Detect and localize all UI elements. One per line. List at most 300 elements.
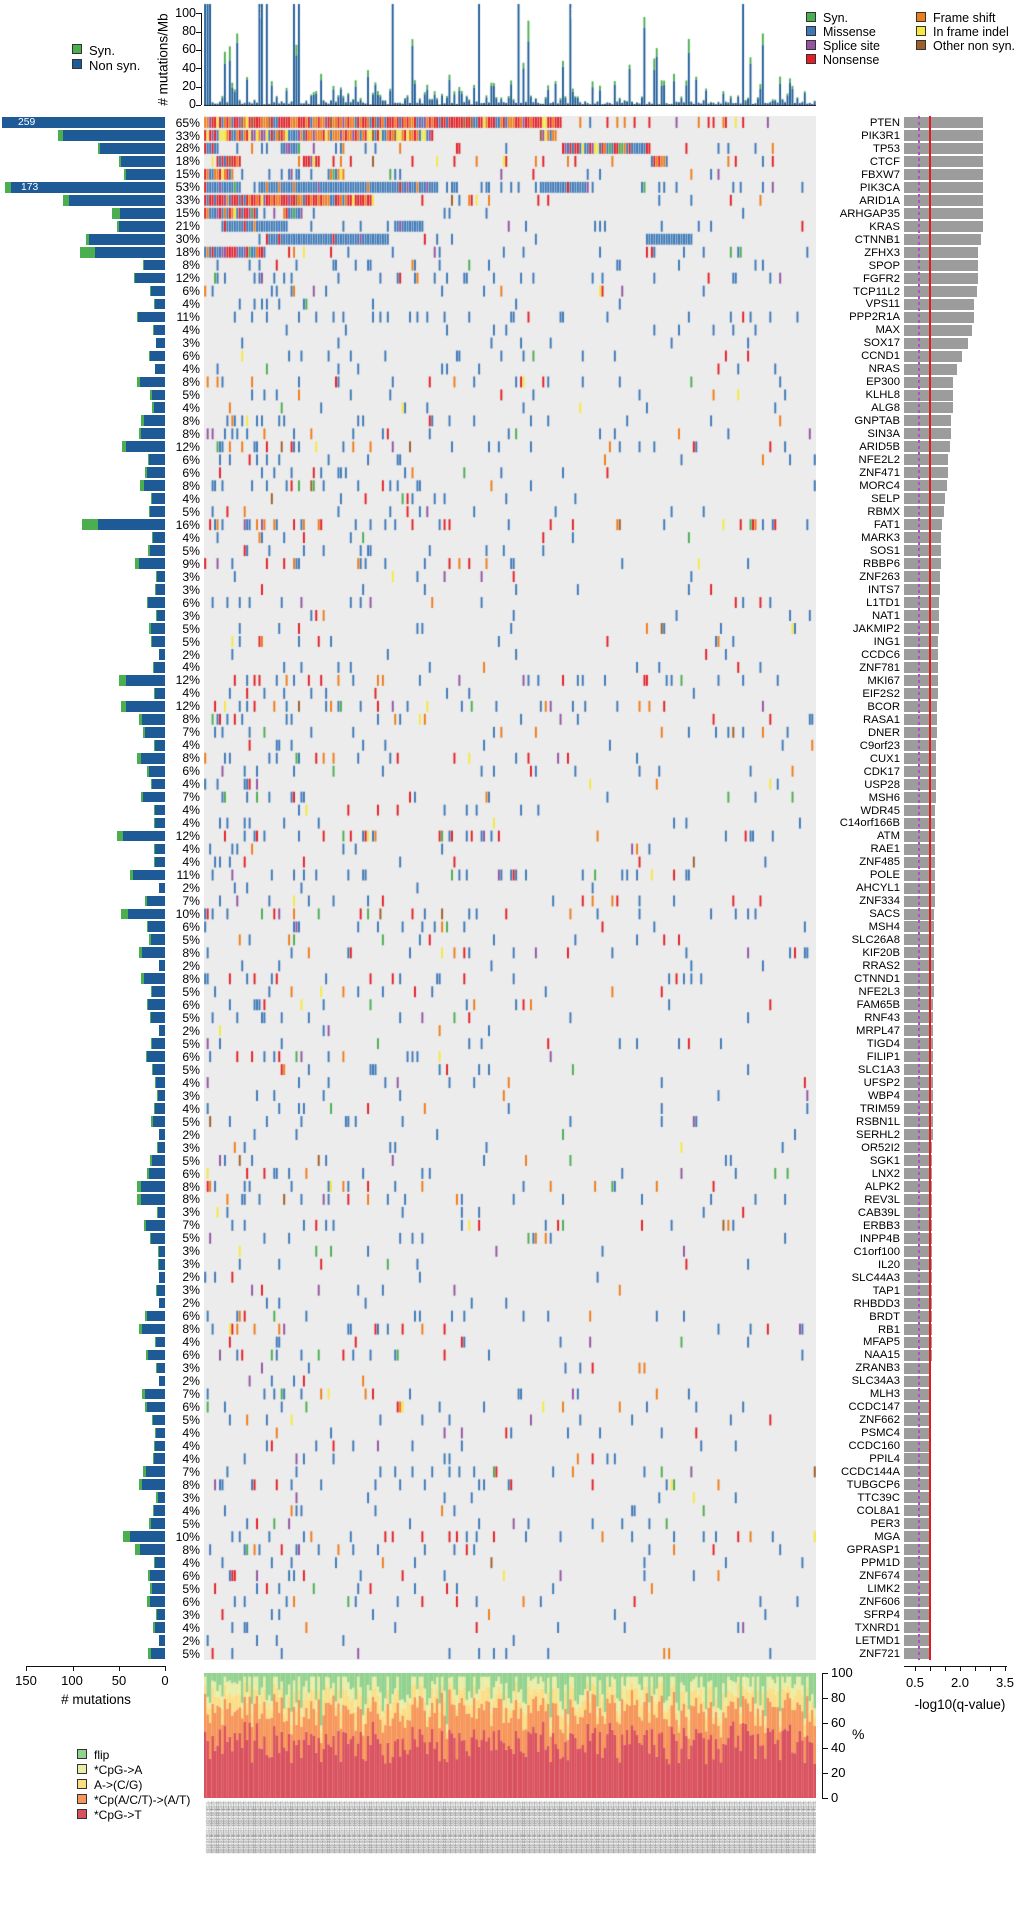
gene-frequency-label: 8% — [182, 375, 200, 389]
gene-frequency-label: 2% — [182, 881, 200, 895]
gene-frequency-label: 7% — [182, 1218, 200, 1233]
gene-label: ZNF471 — [859, 467, 900, 480]
top-axis-tick: 80 — [182, 24, 196, 38]
gene-frequency-label: 6% — [182, 1568, 200, 1583]
gene-label: CCDC144A — [840, 1466, 900, 1479]
gene-frequency-label: 9% — [182, 556, 200, 571]
gene-label: SPOP — [868, 259, 900, 272]
top-axis-tick: 60 — [182, 42, 196, 56]
gene-syn-mutation-segment — [119, 156, 121, 167]
gene-label: PPP2R1A — [849, 311, 900, 324]
gene-frequency-label: 30% — [175, 232, 200, 247]
gene-syn-mutation-segment — [154, 1557, 155, 1568]
gene-label: REV3L — [864, 1193, 900, 1206]
gene-frequency-label: 5% — [182, 1153, 200, 1168]
gene-qvalue-bar — [904, 493, 945, 504]
gene-label: NAA15 — [864, 1349, 900, 1362]
gene-syn-mutation-segment — [137, 312, 138, 323]
axis-tick — [822, 1723, 828, 1724]
gene-frequency-label: 6% — [182, 1400, 200, 1414]
type-legend-label: Other non syn. — [933, 39, 1015, 53]
axis-tick — [945, 1666, 946, 1671]
gene-frequency-label: 4% — [182, 1439, 200, 1453]
gene-label: ZNF334 — [859, 895, 900, 908]
gene-frequency-label: 8% — [182, 426, 200, 441]
gene-syn-mutation-segment — [151, 986, 152, 997]
q-axis-tick: 0.5 — [905, 1675, 925, 1690]
gene-syn-mutation-segment — [154, 1441, 155, 1452]
gene-label: BRDT — [869, 1310, 900, 1323]
gene-label: RSBN1L — [856, 1115, 900, 1128]
gene-label: SLC26A8 — [851, 934, 900, 947]
gene-label: PTEN — [869, 116, 900, 129]
gene-frequency-label: 8% — [182, 478, 200, 493]
gene-frequency-label: 12% — [175, 699, 200, 714]
spectrum-legend-label: flip — [94, 1748, 110, 1762]
gene-label: SOX17 — [863, 337, 900, 350]
gene-qvalue-bar — [904, 727, 937, 738]
axis-tick — [201, 13, 202, 105]
gene-syn-mutation-segment — [154, 688, 155, 699]
gene-qvalue-bar — [904, 623, 939, 634]
gene-qvalue-bar — [904, 182, 983, 193]
gene-frequency-label: 5% — [182, 1516, 200, 1531]
cpg-to-t-swatch-icon — [77, 1809, 87, 1819]
axis-tick — [196, 50, 201, 51]
gene-syn-mutation-segment — [141, 415, 144, 426]
other-non-syn-swatch-icon — [916, 40, 926, 50]
gene-label: TCP11L2 — [853, 285, 900, 298]
gene-mutation-bar — [80, 247, 165, 258]
gene-label: SLC1A3 — [857, 1064, 900, 1076]
gene-qvalue-bar — [904, 649, 938, 660]
gene-qvalue-bar — [904, 662, 938, 673]
gene-qvalue-bar — [904, 312, 974, 323]
gene-frequency-label: 2% — [182, 647, 200, 662]
gene-syn-mutation-segment — [146, 1051, 148, 1062]
gene-label: C14orf166B — [839, 817, 900, 830]
gene-frequency-label: 6% — [182, 465, 200, 480]
gene-syn-mutation-segment — [154, 299, 155, 310]
gene-syn-mutation-segment — [149, 506, 150, 517]
gene-syn-mutation-segment — [141, 973, 144, 984]
gene-frequency-label: 3% — [182, 1205, 200, 1220]
gene-qvalue-bar — [904, 156, 983, 167]
sample-id-labels-canvas — [204, 1800, 816, 1862]
gene-frequency-label: 8% — [182, 971, 200, 986]
gene-syn-mutation-segment — [150, 1155, 152, 1166]
gene-syn-mutation-segment — [119, 675, 126, 686]
axis-tick — [26, 1666, 166, 1667]
top-legend-label: Syn. — [89, 43, 116, 58]
gene-qvalue-bar — [904, 338, 968, 349]
flip-swatch-icon — [77, 1749, 87, 1759]
gene-frequency-label: 4% — [182, 1101, 200, 1116]
gene-frequency-label: 5% — [182, 1062, 200, 1077]
gene-frequency-label: 12% — [175, 829, 200, 844]
type-legend-label: Nonsense — [823, 53, 880, 67]
gene-label: KRAS — [869, 220, 900, 233]
gene-frequency-label: 21% — [175, 219, 200, 234]
gene-qvalue-bar — [904, 247, 978, 258]
axis-tick — [822, 1698, 828, 1699]
gene-label: ARID5B — [859, 441, 900, 454]
gene-label: SLC34A3 — [851, 1375, 900, 1388]
gene-label: TIGD4 — [866, 1038, 900, 1050]
gene-frequency-label: 5% — [182, 504, 200, 519]
gene-syn-mutation-segment — [139, 428, 141, 439]
gene-frequency-label: 8% — [182, 712, 200, 727]
gene-mutation-bar — [58, 130, 165, 141]
gene-syn-mutation-segment — [152, 1415, 153, 1426]
gene-frequency-label: 5% — [182, 1114, 200, 1129]
gene-frequency-label: 4% — [182, 660, 200, 675]
gene-qvalue-bar — [904, 454, 948, 465]
gene-syn-mutation-segment — [63, 195, 69, 206]
gene-qvalue-bar — [904, 766, 936, 777]
gene-label: MARK3 — [861, 532, 900, 544]
gene-qvalue-bar — [904, 545, 941, 556]
gene-frequency-label: 15% — [175, 167, 200, 182]
gene-label: CTCF — [869, 155, 900, 168]
gene-qvalue-bar — [904, 351, 962, 362]
gene-frequency-label: 2% — [182, 1023, 200, 1038]
gene-label: ZNF721 — [859, 1647, 900, 1660]
gene-syn-mutation-segment — [86, 234, 90, 245]
gene-syn-mutation-segment — [58, 130, 64, 141]
gene-label: COL8A1 — [856, 1505, 900, 1518]
gene-syn-mutation-segment — [134, 273, 135, 284]
gene-label: MRPL47 — [856, 1025, 900, 1037]
gene-syn-mutation-segment — [153, 1505, 154, 1516]
spectrum-legend-label: *CpG->T — [94, 1808, 142, 1822]
gene-frequency-label: 4% — [182, 842, 200, 857]
gene-syn-mutation-segment — [154, 1103, 155, 1114]
gene-label: MAX — [875, 324, 900, 337]
gene-frequency-label: 5% — [182, 1413, 200, 1427]
missense-swatch-icon — [806, 26, 816, 36]
gene-frequency-label: 2% — [182, 1296, 200, 1311]
gene-syn-mutation-segment — [150, 390, 152, 401]
gene-syn-mutation-segment — [151, 493, 152, 504]
gene-label: SLC44A3 — [851, 1271, 900, 1284]
gene-label: MSH6 — [868, 791, 900, 804]
gene-frequency-label: 8% — [182, 1192, 200, 1207]
gene-qvalue-bar — [904, 558, 941, 569]
gene-label: EIF2S2 — [862, 687, 900, 700]
gene-frequency-label: 8% — [182, 413, 200, 428]
gene-frequency-label: 6% — [182, 919, 200, 934]
gene-syn-mutation-segment — [145, 1311, 148, 1322]
gene-syn-mutation-segment — [139, 947, 142, 958]
gene-frequency-label: 8% — [182, 1179, 200, 1194]
gene-label: KIF20B — [862, 947, 900, 960]
gene-frequency-label: 11% — [176, 310, 200, 325]
gene-label: NFE2L3 — [858, 986, 900, 999]
gene-label: SIN3A — [867, 428, 900, 441]
axis-tick — [960, 1666, 961, 1671]
gene-qvalue-bar — [904, 273, 978, 284]
gene-frequency-label: 4% — [182, 738, 200, 753]
gene-label: ERBB3 — [862, 1219, 900, 1232]
gene-frequency-label: 6% — [182, 1049, 200, 1064]
gene-frequency-label: 65% — [175, 115, 200, 130]
gene-frequency-label: 6% — [182, 452, 200, 467]
gene-syn-mutation-segment — [148, 1570, 150, 1581]
gene-frequency-label: 6% — [182, 1594, 200, 1609]
axis-tick — [822, 1798, 828, 1799]
gene-label: PSMC4 — [861, 1427, 900, 1440]
gene-syn-mutation-segment — [124, 169, 126, 180]
gene-frequency-label: 4% — [182, 362, 200, 376]
gene-syn-mutation-segment — [139, 714, 142, 725]
left-axis-tick: 0 — [161, 1673, 169, 1688]
gene-syn-mutation-segment — [153, 325, 154, 336]
gene-label: LNX2 — [871, 1167, 900, 1180]
gene-syn-mutation-segment — [149, 1518, 151, 1529]
gene-label: ATM — [876, 830, 900, 843]
gene-label: L1TD1 — [866, 596, 900, 609]
gene-label: RRAS2 — [862, 960, 900, 973]
gene-qvalue-bar — [904, 117, 983, 128]
top-legend-label: Non syn. — [89, 58, 141, 73]
frame-shift-swatch-icon — [916, 12, 926, 22]
gene-frequency-label: 5% — [182, 1581, 200, 1596]
oncoprint-canvas — [204, 116, 816, 1660]
gene-label: MGA — [874, 1531, 900, 1544]
axis-tick — [904, 1666, 1007, 1667]
gene-qvalue-bar — [904, 221, 983, 232]
gene-frequency-label: 3% — [182, 1607, 200, 1622]
gene-label: WBP4 — [867, 1089, 900, 1102]
gene-syn-mutation-segment — [142, 1389, 145, 1400]
gene-frequency-label: 4% — [182, 297, 200, 312]
gene-qvalue-bar — [904, 714, 937, 725]
mutation-rate-barplot-canvas — [204, 2, 816, 106]
gene-frequency-label: 4% — [182, 1503, 200, 1518]
gene-frequency-label: 3% — [182, 336, 200, 351]
gene-frequency-label: 6% — [182, 1348, 200, 1363]
gene-label: C9orf23 — [859, 739, 900, 752]
gene-syn-mutation-segment — [150, 1583, 152, 1594]
gene-label: SFRP4 — [863, 1608, 900, 1621]
top-axis-tick: 20 — [182, 79, 196, 93]
gene-label: ING1 — [873, 635, 900, 648]
gene-syn-mutation-segment — [146, 1350, 149, 1361]
gene-frequency-label: 7% — [182, 894, 200, 908]
gene-syn-mutation-segment — [112, 208, 119, 219]
gene-label: ZNF674 — [859, 1570, 900, 1582]
gene-qvalue-bar — [904, 636, 938, 647]
gene-frequency-label: 3% — [182, 1490, 200, 1505]
gene-frequency-label: 4% — [182, 400, 200, 415]
gene-syn-mutation-segment — [137, 377, 140, 388]
gene-syn-mutation-segment — [147, 1168, 149, 1179]
gene-frequency-label: 7% — [182, 1464, 200, 1479]
type-legend-label: Syn. — [823, 11, 849, 25]
mutation-spectrum-canvas — [204, 1673, 816, 1798]
gene-mutation-bar — [2, 117, 165, 128]
gene-label: CTNND1 — [854, 973, 900, 986]
pct-axis-tick: 60 — [831, 1715, 846, 1730]
cpg-to-a-swatch-icon — [77, 1764, 87, 1774]
gene-frequency-label: 6% — [182, 284, 200, 299]
gene-label: TRIM59 — [859, 1102, 900, 1115]
axis-tick — [822, 1673, 823, 1798]
gene-syn-mutation-segment — [154, 805, 155, 816]
gene-syn-mutation-segment — [143, 260, 144, 271]
gene-syn-mutation-segment — [140, 480, 144, 491]
q-axis-tick: 2.0 — [950, 1675, 970, 1690]
gene-syn-mutation-segment — [80, 247, 95, 258]
gene-frequency-label: 4% — [182, 803, 200, 818]
gene-label: C1orf100 — [853, 1245, 900, 1258]
gene-qvalue-bar — [904, 195, 983, 206]
gene-syn-mutation-segment — [150, 1012, 151, 1023]
gene-label: PIK3CA — [859, 181, 900, 194]
gene-syn-mutation-segment — [152, 532, 153, 543]
axis-tick — [196, 68, 201, 69]
gene-frequency-label: 5% — [182, 1010, 200, 1025]
gene-label: MSH4 — [868, 921, 900, 934]
gene-syn-mutation-segment — [151, 779, 152, 790]
gene-label: PER3 — [870, 1518, 900, 1531]
top-axis-tick: 100 — [175, 6, 196, 20]
gene-frequency-label: 18% — [175, 154, 200, 169]
gene-label: TXNRD1 — [854, 1621, 900, 1634]
gene-syn-mutation-segment — [139, 1324, 142, 1335]
syn-swatch-icon — [72, 44, 82, 54]
gene-label: ARID1A — [859, 194, 900, 207]
gene-qvalue-bar — [904, 571, 940, 582]
gene-syn-mutation-segment — [153, 662, 154, 673]
gene-frequency-label: 6% — [182, 349, 200, 363]
left-axis-tick: 50 — [111, 1673, 127, 1688]
gene-syn-mutation-segment — [153, 1622, 155, 1633]
gene-syn-mutation-segment — [5, 182, 11, 193]
gene-label: MFAP5 — [862, 1336, 900, 1349]
gene-frequency-label: 5% — [182, 388, 200, 402]
gene-syn-mutation-segment — [151, 1038, 152, 1049]
gene-syn-mutation-segment — [151, 1116, 153, 1127]
gene-label: PPM1D — [861, 1557, 900, 1569]
pct-axis-tick: 20 — [831, 1765, 846, 1780]
gene-label: FAM65B — [856, 999, 900, 1012]
gene-syn-mutation-segment — [154, 857, 155, 868]
gene-qvalue-bar — [904, 169, 983, 180]
cp-act-to-at-swatch-icon — [77, 1794, 87, 1804]
gene-label: SELP — [871, 493, 900, 506]
spectrum-legend-label: *CpG->A — [94, 1763, 143, 1777]
gene-syn-mutation-segment — [154, 740, 155, 751]
gene-syn-mutation-segment — [137, 1194, 141, 1205]
gene-syn-mutation-segment — [150, 286, 151, 297]
gene-frequency-label: 4% — [182, 1620, 200, 1635]
gene-label: SOS1 — [869, 545, 900, 557]
gene-frequency-label: 53% — [175, 180, 200, 195]
gene-label: EP300 — [866, 376, 900, 389]
gene-frequency-label: 4% — [182, 855, 200, 870]
axis-tick — [930, 1666, 931, 1671]
gene-label: JAKMIP2 — [852, 622, 900, 635]
gene-label: LIMK2 — [867, 1583, 900, 1595]
axis-tick — [165, 1666, 166, 1671]
gene-frequency-label: 12% — [175, 271, 200, 286]
gene-label: FAT1 — [873, 519, 900, 531]
gene-qvalue-bar — [904, 675, 938, 686]
gene-syn-mutation-segment — [152, 1064, 153, 1075]
gene-mutation-bar — [63, 195, 165, 206]
gene-qvalue-bar — [904, 286, 977, 297]
gene-frequency-label: 10% — [175, 907, 200, 921]
gene-frequency-label: 4% — [182, 1555, 200, 1570]
gene-frequency-label: 5% — [182, 932, 200, 947]
gene-frequency-label: 8% — [182, 1322, 200, 1337]
gene-qvalue-bar — [904, 415, 951, 426]
gene-frequency-label: 3% — [182, 1244, 200, 1259]
gene-frequency-label: 4% — [182, 491, 200, 506]
gene-syn-mutation-segment — [117, 221, 119, 232]
gene-syn-mutation-segment — [123, 1531, 130, 1542]
gene-syn-mutation-segment — [145, 467, 147, 478]
q-axis-tick: 3.5 — [995, 1675, 1015, 1690]
gene-label: SGK1 — [869, 1154, 900, 1167]
bar-count-label: 173 — [21, 181, 39, 193]
gene-syn-mutation-segment — [149, 934, 151, 945]
gene-syn-mutation-segment — [139, 1479, 142, 1490]
gene-frequency-label: 5% — [182, 634, 200, 649]
gene-syn-mutation-segment — [154, 844, 155, 855]
gene-frequency-label: 15% — [175, 206, 200, 221]
gene-label: CCND1 — [861, 350, 900, 363]
top-axis-tick: 0 — [189, 97, 196, 111]
gene-frequency-label: 4% — [182, 530, 200, 545]
pct-axis-tick: 100 — [831, 1665, 853, 1680]
gene-label: INTS7 — [867, 583, 900, 596]
gene-syn-mutation-segment — [137, 1181, 141, 1192]
gene-frequency-label: 33% — [175, 128, 200, 143]
gene-syn-mutation-segment — [151, 636, 152, 647]
gene-label: OR52I2 — [861, 1141, 900, 1154]
gene-frequency-label: 33% — [175, 193, 200, 208]
gene-label: ZRANB3 — [855, 1362, 900, 1375]
gene-frequency-label: 8% — [182, 945, 200, 960]
gene-frequency-label: 4% — [182, 1426, 200, 1440]
gene-syn-mutation-segment — [154, 818, 155, 829]
gene-qvalue-bar — [904, 597, 939, 608]
gene-label: DNER — [867, 726, 900, 739]
gene-syn-mutation-segment — [153, 1453, 154, 1464]
axis-tick — [196, 105, 201, 106]
gene-label: CCDC147 — [848, 1401, 900, 1414]
gene-frequency-label: 3% — [182, 1088, 200, 1103]
gene-mutation-bar — [5, 182, 165, 193]
gene-frequency-label: 2% — [182, 958, 200, 973]
gene-qvalue-bar — [904, 519, 942, 530]
gene-frequency-label: 28% — [175, 141, 200, 156]
gene-label: TTC39C — [857, 1492, 900, 1505]
gene-frequency-label: 12% — [175, 673, 200, 688]
gene-frequency-label: 4% — [182, 1075, 200, 1090]
gene-label: RBBP6 — [862, 557, 900, 570]
gene-frequency-label: 2% — [182, 1633, 200, 1648]
gene-syn-mutation-segment — [82, 519, 99, 530]
gene-frequency-label: 8% — [182, 1477, 200, 1492]
axis-tick — [196, 32, 201, 33]
gene-syn-mutation-segment — [137, 753, 141, 764]
gene-frequency-label: 7% — [182, 790, 200, 805]
gene-syn-mutation-segment — [145, 896, 147, 907]
